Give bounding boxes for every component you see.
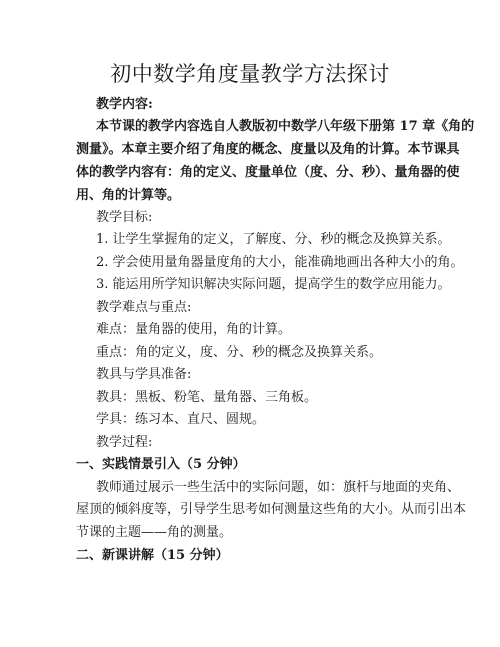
paragraph-line: 测量》。本章主要介绍了角度的概念、度量以及角的计算。本节课具 <box>76 142 460 157</box>
paragraph-line: 屋顶的倾斜度等，引导学生思考如何测量这些角的大小。从而引出本 <box>76 502 467 517</box>
process-step-heading: 一、实践情景引入（5 分钟） <box>76 457 246 472</box>
paragraph-line: 本节课的教学内容选自人教版初中数学八年级下册第 17 章《角的 <box>96 119 475 134</box>
focus-item: 重点：角的定义，度、分、秒的概念及换算关系。 <box>96 345 383 360</box>
difficulty-item: 难点：量角器的使用，角的计算。 <box>96 322 292 337</box>
process-step-heading: 二、新课讲解（15 分钟） <box>76 548 229 563</box>
document-title: 初中数学角度量教学方法探讨 <box>110 62 390 86</box>
section-heading-difficulty: 教学难点与重点: <box>96 300 192 315</box>
goal-item: 1. 让学生掌握角的定义，了解度、分、秒的概念及换算关系。 <box>96 232 451 247</box>
student-materials: 学具：练习本、直尺、圆规。 <box>96 412 266 427</box>
goal-item: 2. 学会使用量角器量度角的大小，能准确地画出各种大小的角。 <box>96 255 464 270</box>
paragraph-line: 用、角的计算等。 <box>76 188 181 203</box>
paragraph-line: 体的教学内容有：角的定义、度量单位（度、分、秒）、量角器的使 <box>76 165 460 180</box>
teacher-materials: 教具：黑板、粉笔、量角器、三角板。 <box>96 390 318 405</box>
paragraph-line: 节课的主题——角的测量。 <box>76 525 233 540</box>
section-heading-materials: 教具与学具准备: <box>96 367 192 382</box>
section-heading-process: 教学过程: <box>96 435 153 450</box>
section-heading-content: 教学内容: <box>96 97 153 112</box>
goal-item: 3. 能运用所学知识解决实际问题，提高学生的数学应用能力。 <box>96 277 451 292</box>
paragraph-line: 教师通过展示一些生活中的实际问题，如：旗杆与地面的夹角、 <box>96 480 461 495</box>
section-heading-goals: 教学目标: <box>96 210 153 225</box>
